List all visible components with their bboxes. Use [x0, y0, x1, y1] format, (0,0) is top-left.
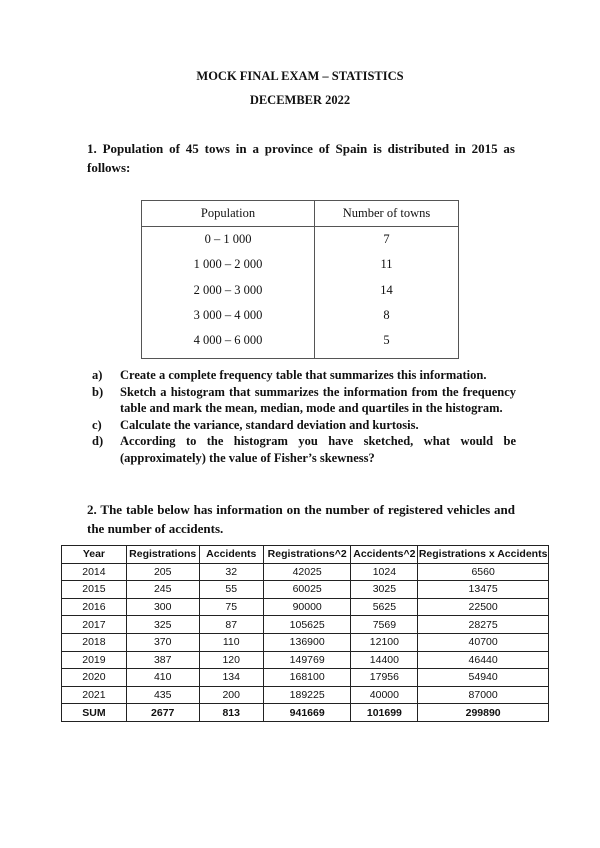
sum-cell: 299890 — [418, 704, 549, 722]
table-cell: 90000 — [263, 598, 351, 616]
table-cell: 40000 — [351, 686, 418, 704]
table-cell: 387 — [126, 651, 199, 669]
table-cell: 200 — [199, 686, 263, 704]
table-row — [142, 227, 459, 253]
table-row — [62, 598, 549, 616]
table-cell: 325 — [126, 616, 199, 634]
table-cell: 87000 — [418, 686, 549, 704]
table-cell: 245 — [126, 581, 199, 599]
table-cell: 13475 — [418, 581, 549, 599]
subquestion-item — [92, 384, 516, 417]
table-cell: 2014 — [62, 563, 127, 581]
table-cell: 136900 — [263, 633, 351, 651]
column-header: Registrations x Accidents — [418, 546, 549, 564]
column-header: Registrations^2 — [263, 546, 351, 564]
table-cell: 60025 — [263, 581, 351, 599]
population-range-cell: 3 000 – 4 000 — [193, 308, 263, 323]
subquestion-label: b) — [92, 384, 104, 399]
table-cell: 87 — [199, 616, 263, 634]
table-cell: 2018 — [62, 633, 127, 651]
subquestion-label: c) — [92, 417, 102, 432]
table-row — [62, 651, 549, 669]
table-row — [62, 563, 549, 581]
table-cell: 189225 — [263, 686, 351, 704]
table-cell: 2021 — [62, 686, 127, 704]
population-range-cell: 1 000 – 2 000 — [193, 257, 263, 272]
table-cell: 28275 — [418, 616, 549, 634]
population-table — [141, 200, 459, 359]
column-header: Number of towns — [315, 201, 459, 227]
table-row — [142, 303, 459, 328]
exam-title: MOCK FINAL EXAM – STATISTICS — [196, 69, 404, 83]
table-cell: 55 — [199, 581, 263, 599]
column-header: Accidents — [199, 546, 263, 564]
town-count-cell: 5 — [315, 328, 459, 359]
town-count-cell: 11 — [315, 252, 459, 277]
table-cell: 22500 — [418, 598, 549, 616]
subquestion-text: Calculate the variance, standard deviation and kurtosis. — [120, 417, 419, 432]
population-range-cell: 0 – 1 000 — [204, 232, 252, 247]
subquestion-item — [92, 417, 516, 434]
sum-cell: 941669 — [263, 704, 351, 722]
population-range-cell: 4 000 – 6 000 — [193, 333, 263, 348]
column-header: Population — [142, 201, 315, 227]
table-cell: 410 — [126, 669, 199, 687]
column-header: Year — [62, 546, 127, 564]
subquestion-item — [92, 433, 516, 466]
subquestion-text: According to the histogram you have sketched, what would be (approximately) the value of Fisher’s skewness? — [120, 434, 516, 465]
table-cell: 134 — [199, 669, 263, 687]
table-cell: 14400 — [351, 651, 418, 669]
question-2-text: 2. The table below has information on the number of registered vehicles and the number of accidents. — [87, 502, 515, 536]
table-cell: 2016 — [62, 598, 127, 616]
town-count-cell: 14 — [315, 278, 459, 303]
table-cell: 149769 — [263, 651, 351, 669]
table-row — [142, 278, 459, 303]
table-cell: 54940 — [418, 669, 549, 687]
table-row — [62, 686, 549, 704]
sum-cell: 813 — [199, 704, 263, 722]
table-cell: 12100 — [351, 633, 418, 651]
table-row — [142, 252, 459, 277]
table-row — [62, 669, 549, 687]
sum-cell: 101699 — [351, 704, 418, 722]
column-header: Registrations — [126, 546, 199, 564]
table-cell: 110 — [199, 633, 263, 651]
question-1-subquestions — [92, 367, 516, 467]
table-row — [62, 616, 549, 634]
table-cell: 300 — [126, 598, 199, 616]
town-count-cell: 8 — [315, 303, 459, 328]
table-cell: 7569 — [351, 616, 418, 634]
table-row — [62, 633, 549, 651]
population-range-cell: 2 000 – 3 000 — [193, 282, 263, 297]
table-cell: 40700 — [418, 633, 549, 651]
table-cell: 120 — [199, 651, 263, 669]
subquestion-text: Create a complete frequency table that summarizes this information. — [120, 368, 487, 382]
table-cell: 75 — [199, 598, 263, 616]
table-cell: 370 — [126, 633, 199, 651]
table-cell: 105625 — [263, 616, 351, 634]
subquestion-item — [92, 367, 516, 384]
sum-row — [62, 704, 549, 722]
table-cell: 46440 — [418, 651, 549, 669]
table-cell: 2019 — [62, 651, 127, 669]
sum-cell: 2677 — [126, 704, 199, 722]
table-cell: 6560 — [418, 563, 549, 581]
table-cell: 435 — [126, 686, 199, 704]
table-cell: 42025 — [263, 563, 351, 581]
table-cell: 168100 — [263, 669, 351, 687]
table-cell: 2020 — [62, 669, 127, 687]
subquestion-text: Sketch a histogram that summarizes the information from the frequency table and mark the mean, median, mode and quartiles in the histogram. — [120, 384, 516, 416]
subquestion-label: d) — [92, 434, 104, 449]
sum-cell: SUM — [62, 704, 127, 722]
table-row — [62, 581, 549, 599]
table-cell: 2017 — [62, 616, 127, 634]
subquestion-label: a) — [92, 368, 103, 382]
table-cell: 1024 — [351, 563, 418, 581]
table-cell: 3025 — [351, 581, 418, 599]
table-row — [142, 328, 459, 359]
table-cell: 2015 — [62, 581, 127, 599]
table-cell: 32 — [199, 563, 263, 581]
registrations-accidents-table — [61, 545, 549, 722]
table-cell: 5625 — [351, 598, 418, 616]
town-count-cell: 7 — [315, 227, 459, 253]
table-cell: 17956 — [351, 669, 418, 687]
exam-date: DECEMBER 2022 — [249, 93, 351, 107]
table-cell: 205 — [126, 563, 199, 581]
question-1-text: 1. Population of 45 tows in a province of Spain is distributed in 2015 as follows: — [87, 141, 515, 175]
column-header: Accidents^2 — [351, 546, 418, 564]
